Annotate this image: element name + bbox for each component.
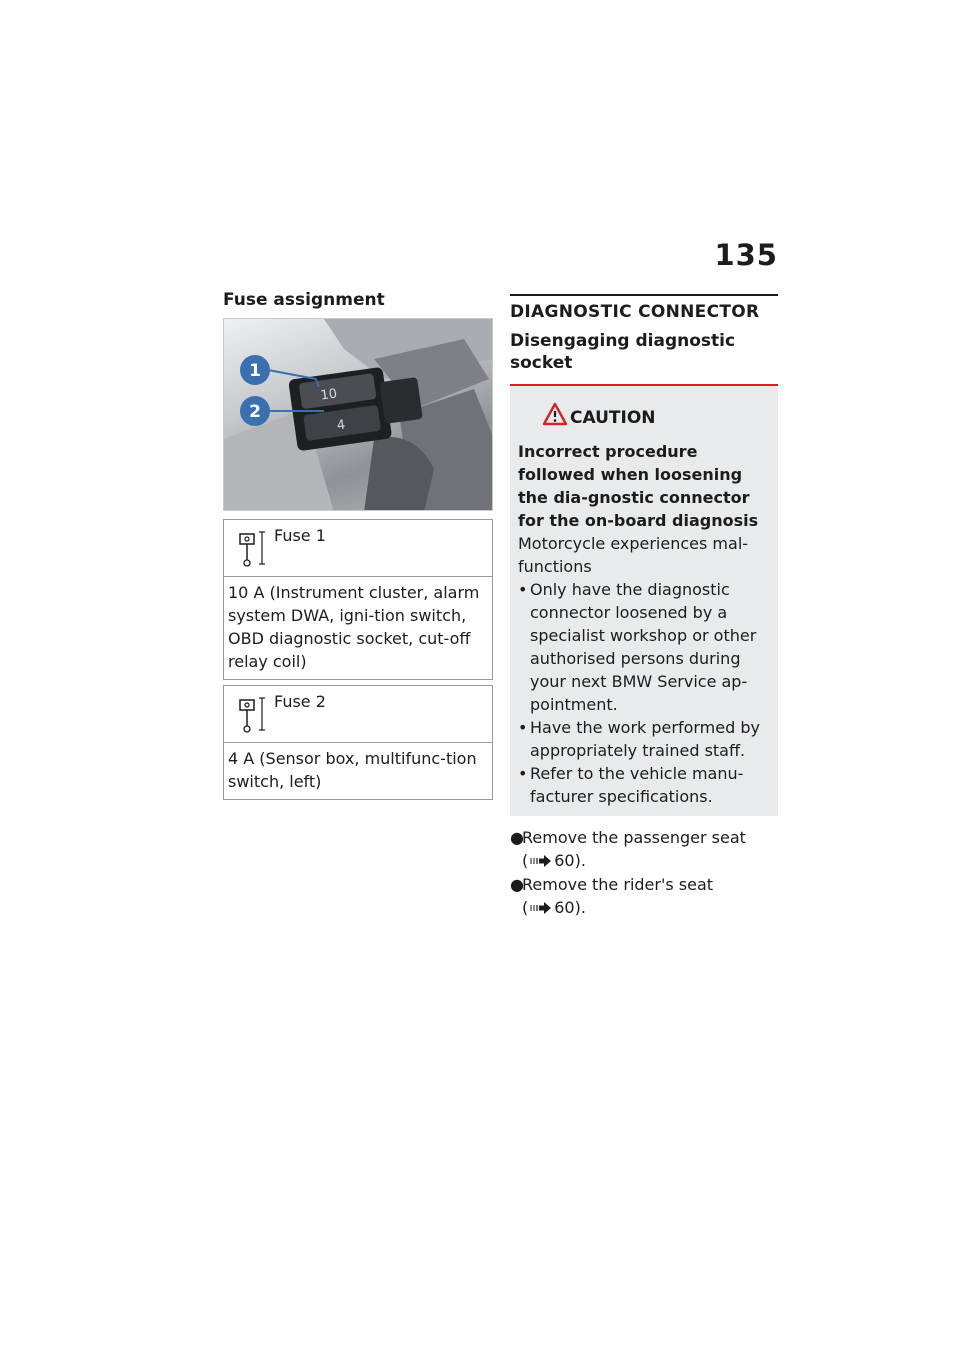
warning-triangle-icon: [542, 402, 568, 430]
chapter-rule: [510, 294, 778, 296]
page-reference[interactable]: 60).: [554, 898, 586, 917]
sub-heading: Disengaging diagnostic socket: [510, 331, 736, 373]
step-item: [510, 826, 778, 873]
right-column: [510, 294, 778, 920]
fuse-table: [223, 519, 493, 800]
fuse-2-block: [223, 685, 493, 800]
caution-label: CAUTION: [570, 408, 656, 428]
page-reference-arrow-icon[interactable]: [530, 897, 552, 920]
step-text: Remove the rider's seat: [522, 875, 714, 894]
step-bullet: ●: [510, 828, 524, 847]
fuse-box-photo: [223, 318, 493, 511]
caution-heading: Incorrect procedure followed when loosening the dia-gnostic connector for the on-board diagnosis: [518, 442, 759, 530]
page-reference-arrow-icon[interactable]: [530, 850, 552, 873]
ref-open: (: [522, 898, 529, 917]
caution-box: [510, 384, 778, 816]
list-item: • Have the work performed by appropriately trained staff.: [518, 716, 772, 762]
fuse-icon: [238, 694, 268, 738]
step-bullet: ●: [510, 875, 524, 894]
fuse-1-photo-label: 10: [319, 386, 339, 404]
page-reference[interactable]: 60).: [554, 851, 586, 870]
step-list: [510, 826, 778, 920]
ref-open: (: [522, 851, 529, 870]
step-item: [510, 873, 778, 920]
fuse-2-description: 4 A (Sensor box, multifunc-tion switch, left): [228, 749, 477, 791]
fuse-icon: [238, 528, 268, 572]
fuse-assignment-heading: Fuse assignment: [223, 290, 385, 310]
list-item: • Refer to the vehicle manu-facturer specifications.: [518, 762, 772, 808]
callout-1: 1: [249, 361, 261, 381]
caution-list: [518, 578, 772, 808]
fuse-2-title: Fuse 2: [274, 692, 326, 711]
fuse-1-description: 10 A (Instrument cluster, alarm system DWA, igni-tion switch, OBD diagnostic socket, cut-off relay coil): [228, 583, 480, 671]
left-column: [223, 290, 493, 805]
step-text: Remove the passenger seat: [522, 828, 746, 847]
list-item: • Only have the diagnostic connector loosened by a specialist workshop or other authorised persons during your next BMW Service ap-pointment.: [518, 578, 772, 716]
caution-consequence: Motorcycle experiences mal-functions: [518, 534, 749, 576]
callout-2: 2: [249, 402, 261, 422]
fuse-1-block: [223, 519, 493, 680]
chapter-title: DIAGNOSTIC CONNECTOR: [510, 302, 760, 322]
fuse-2-photo-label: 4: [335, 417, 347, 434]
page-number: 135: [714, 238, 778, 272]
fuse-1-title: Fuse 1: [274, 526, 326, 545]
